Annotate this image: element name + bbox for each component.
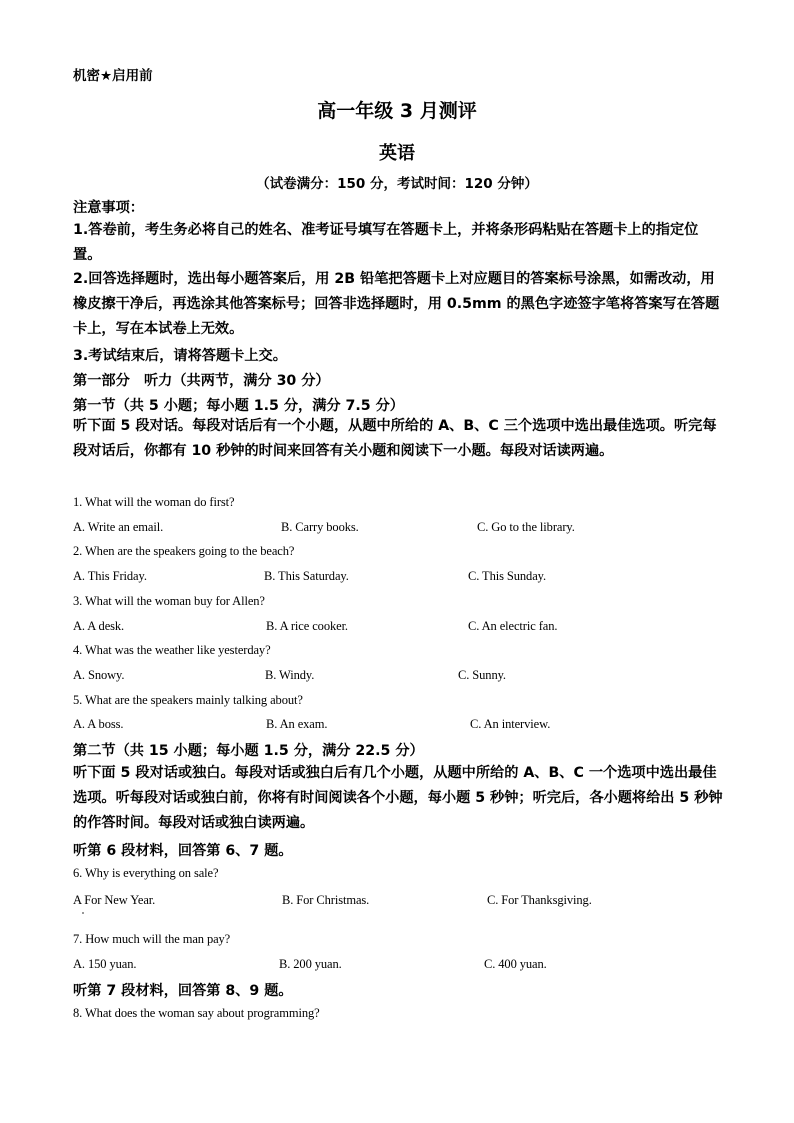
option-b: B. A rice cooker.	[266, 619, 348, 633]
material-7-heading: 听第 7 段材料，回答第 8、9 题。	[73, 983, 293, 999]
section2-instructions: 听下面 5 段对话或独白。每段对话或独白后有几个小题，从题中所给的 A、B、C 一个选项中选出最佳选项。听每段对话或独白前，你将有时间阅读各个小题，每小题 5 秒钟；听完后，各小题将给出 5 秒钟的作答时间。每段对话或独白读两遍。	[73, 765, 723, 831]
section2-heading: 第二节（共 15 小题；每小题 1.5 分，满分 22.5 分）	[73, 743, 424, 759]
question-stem: 7. How much will the man pay?	[73, 932, 231, 946]
question-stem: 4. What was the weather like yesterday?	[73, 643, 271, 657]
option-c: C. Sunny.	[458, 668, 506, 682]
exam-title: 高一年级 3 月测评	[317, 100, 477, 122]
part1-heading: 第一部分 听力（共两节，满分 30 分）	[73, 373, 330, 389]
option-c: C. For Thanksgiving.	[487, 893, 592, 907]
option-b: B. Carry books.	[281, 520, 359, 534]
confidential-label: 机密★启用前	[73, 68, 153, 84]
option-b: B. Windy.	[265, 668, 315, 682]
option-a: A. Write an email.	[73, 520, 164, 534]
option-b: B. 200 yuan.	[279, 957, 342, 971]
option-c: C. 400 yuan.	[484, 957, 547, 971]
section1-instructions: 听下面 5 段对话。每段对话后有一个小题，从题中所给的 A、B、C 三个选项中选出最佳选项。听完每段对话后，你都有 10 秒钟的时间来回答有关小题和阅读下一小题。每段对话读两遍。	[73, 418, 717, 459]
section1-heading: 第一节（共 5 小题；每小题 1.5 分，满分 7.5 分）	[73, 398, 404, 414]
option-a: A For New Year.	[73, 893, 156, 907]
option-a: A. This Friday.	[73, 569, 147, 583]
exam-info: （试卷满分：150 分，考试时间：120 分钟）	[256, 176, 538, 192]
subject-title: 英语	[379, 143, 415, 164]
option-c: C. An electric fan.	[468, 619, 558, 633]
option-c: C. This Sunday.	[468, 569, 547, 583]
question-stem: 2. When are the speakers going to the beach?	[73, 544, 295, 558]
option-a: A. 150 yuan.	[73, 957, 137, 971]
option-c: C. An interview.	[470, 717, 551, 731]
question-stem: 6. Why is everything on sale?	[73, 866, 219, 880]
question-stem: 1. What will the woman do first?	[73, 495, 235, 509]
option-a: A. Snowy.	[73, 668, 125, 682]
notice-item-3: 3.考试结束后，请将答题卡上交。	[73, 348, 287, 364]
option-c: C. Go to the library.	[477, 520, 575, 534]
option-a: A. A desk.	[73, 619, 125, 633]
speck	[82, 912, 84, 914]
question-stem: 5. What are the speakers mainly talking about?	[73, 693, 303, 707]
material-6-heading: 听第 6 段材料，回答第 6、7 题。	[73, 843, 293, 859]
question-stem: 3. What will the woman buy for Allen?	[73, 594, 265, 608]
notice-heading: 注意事项：	[73, 200, 144, 216]
question-stem: 8. What does the woman say about programming?	[73, 1006, 320, 1020]
option-b: B. This Saturday.	[264, 569, 349, 583]
option-a: A. A boss.	[73, 717, 124, 731]
notice-item-1: 1.答卷前，考生务必将自己的姓名、准考证号填写在答题卡上，并将条形码粘贴在答题卡上的指定位置。	[73, 222, 699, 263]
option-b: B. For Christmas.	[282, 893, 370, 907]
notice-item-2: 2.回答选择题时，选出每小题答案后，用 2B 铅笔把答题卡上对应题目的答案标号涂黑，如需改动，用橡皮擦干净后，再选涂其他答案标号；回答非选择题时，用 0.5mm 的黑色字迹签字笔将答案写在答题卡上，写在本试卷上无效。	[73, 271, 720, 337]
option-b: B. An exam.	[266, 717, 328, 731]
